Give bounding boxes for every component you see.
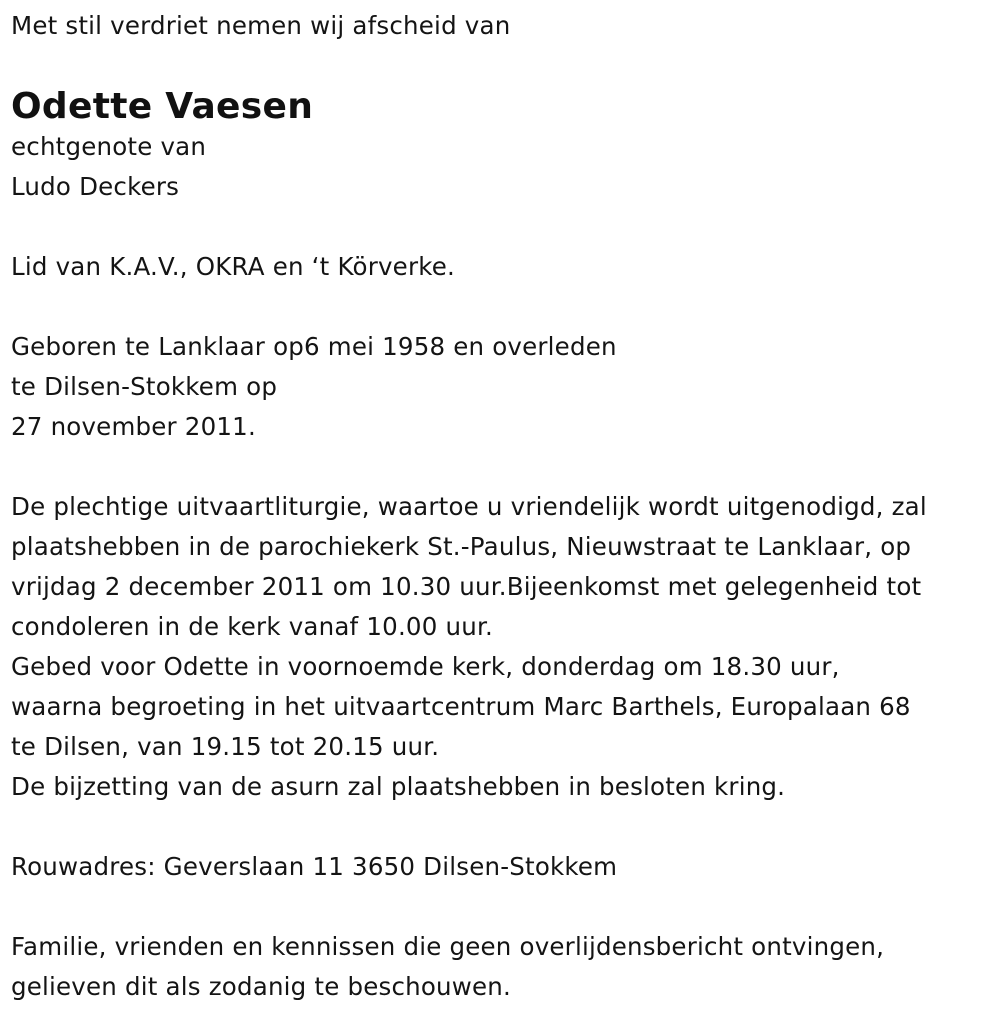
membership-text: Lid van K.A.V., OKRA en ‘t Körverke.	[11, 252, 455, 281]
funeral-line: te Dilsen, van 19.15 tot 20.15 uur.	[11, 732, 440, 761]
spacer	[11, 287, 996, 327]
funeral-line: plaatshebben in de parochiekerk St.-Paulus, Nieuwstraat te Lanklaar, op	[11, 532, 912, 561]
closing-paragraph	[11, 927, 996, 1007]
funeral-line: De bijzetting van de asurn zal plaatshebben in besloten kring.	[11, 772, 786, 801]
relation-line-1: echtgenote van	[11, 132, 207, 161]
funeral-paragraph	[11, 487, 996, 807]
spacer	[11, 887, 996, 927]
funeral-line: vrijdag 2 december 2011 om 10.30 uur.Bijeenkomst met gelegenheid tot	[11, 572, 922, 601]
spacer	[11, 807, 996, 847]
relation-line-2: Ludo Deckers	[11, 172, 180, 201]
birth-death-line: te Dilsen-Stokkem op	[11, 372, 278, 401]
spacer	[11, 207, 996, 247]
mourning-address: Rouwadres: Geverslaan 11 3650 Dilsen-Stokkem	[11, 852, 618, 881]
spacer	[11, 447, 996, 487]
funeral-line: Gebed voor Odette in voornoemde kerk, donderdag om 18.30 uur,	[11, 652, 840, 681]
birth-death-paragraph	[11, 327, 996, 447]
birth-death-line: Geboren te Lanklaar op6 mei 1958 en overleden	[11, 332, 617, 361]
funeral-line: waarna begroeting in het uitvaartcentrum Marc Barthels, Europalaan 68	[11, 692, 911, 721]
closing-line: Familie, vrienden en kennissen die geen overlijdensbericht ontvingen,	[11, 932, 885, 961]
intro-text: Met stil verdriet nemen wij afscheid van	[11, 11, 511, 40]
funeral-line: De plechtige uitvaartliturgie, waartoe u vriendelijk wordt uitgenodigd, zal	[11, 492, 927, 521]
death-notice	[11, 6, 996, 1007]
funeral-line: condoleren in de kerk vanaf 10.00 uur.	[11, 612, 493, 641]
closing-line: gelieven dit als zodanig te beschouwen.	[11, 972, 512, 1001]
deceased-name: Odette Vaesen	[11, 86, 314, 127]
birth-death-line: 27 november 2011.	[11, 412, 256, 441]
